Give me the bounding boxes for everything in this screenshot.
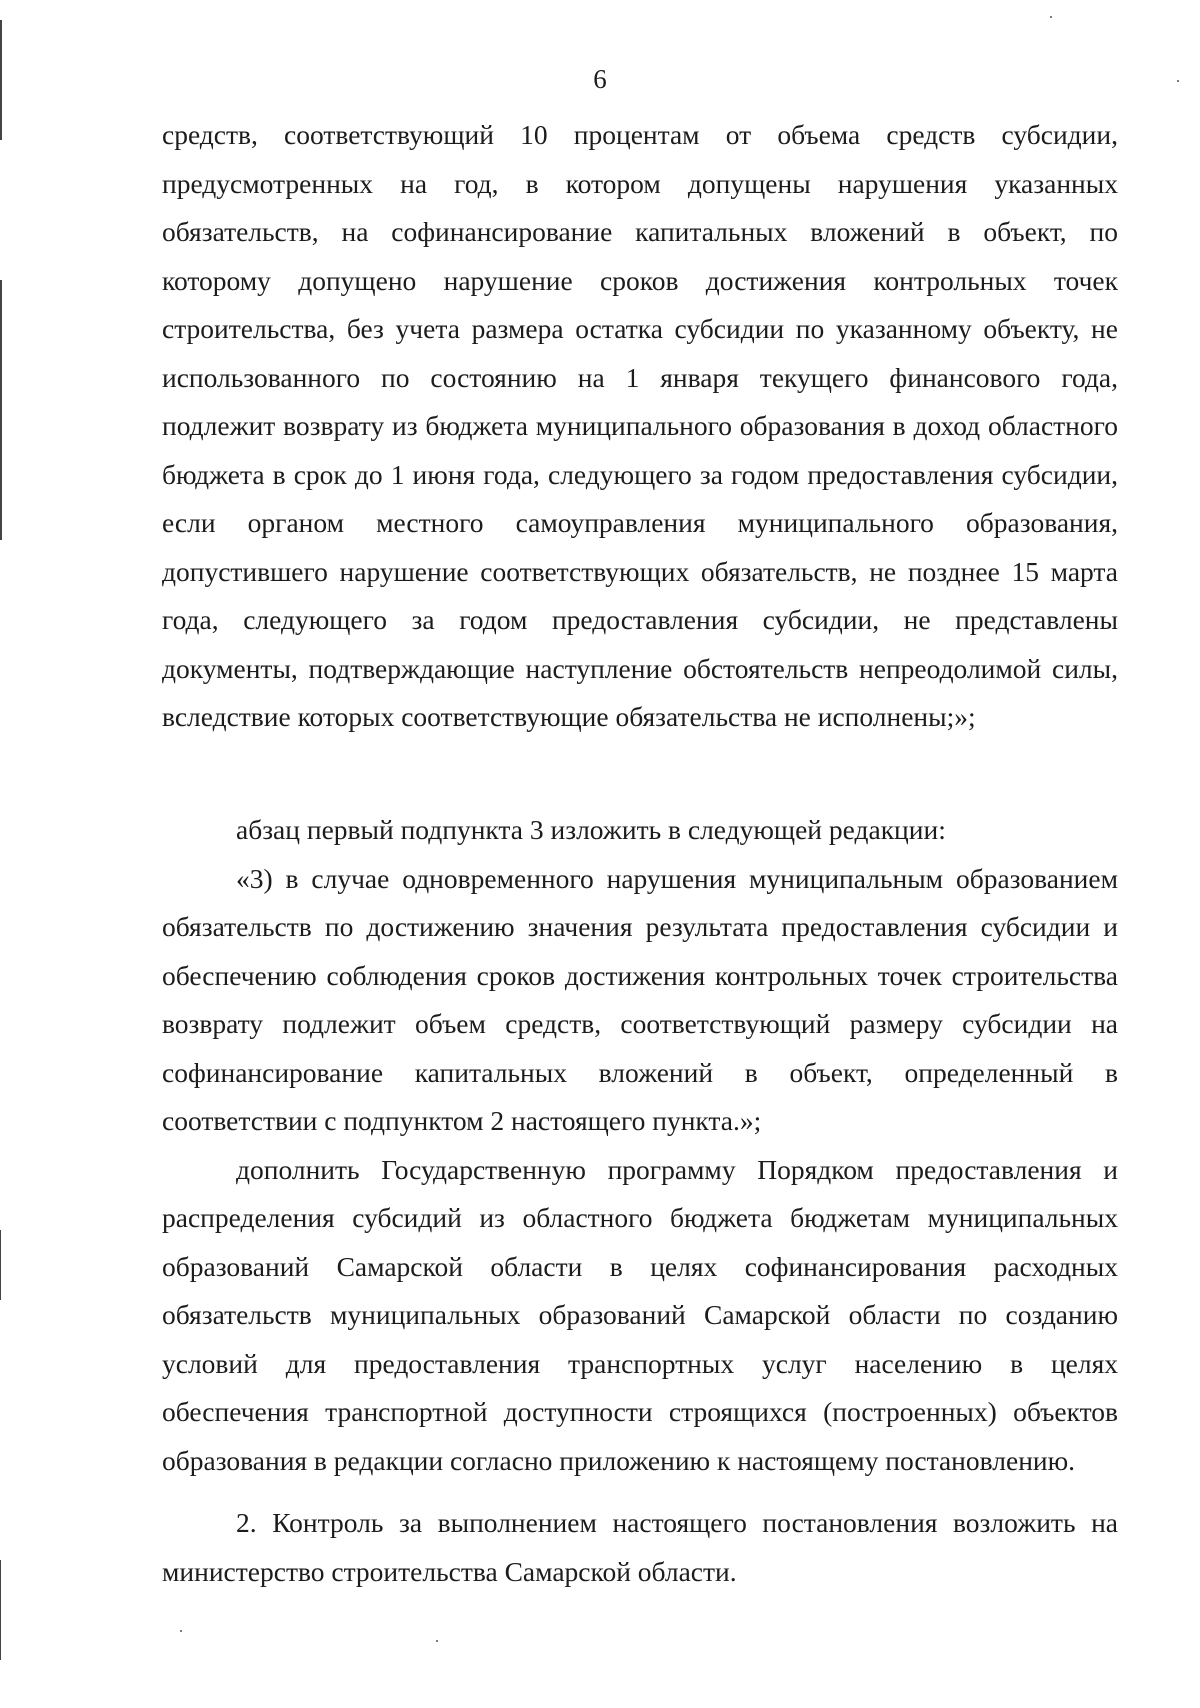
- scan-edge-mark: [0, 1560, 1, 1660]
- document-body-lower: [162, 806, 1118, 1596]
- scan-speck: [436, 1640, 438, 1642]
- scan-speck: [1050, 16, 1052, 18]
- paragraph-control: 2. Контроль за выполнением настоящего постановления возложить на министерство строительства Самарской области.: [162, 1507, 1118, 1587]
- scan-speck: [180, 1630, 182, 1632]
- paragraph-amendment-intro: абзац первый подпункта 3 изложить в следующей редакции:: [236, 814, 946, 845]
- paragraph-supplement: дополнить Государственную программу Порядком предоставления и распределения субсидий из областного бюджета бюджетам муниципальных образований Самарской области в целях софинансирования расходных обязательств муниципальных образований Самарской области по созданию условий для предоставления транспортных услуг населению в целях обеспечения транспортной доступности строящихся (построенных) объектов образования в редакции согласно приложению к настоящему постановлению.: [162, 1153, 1118, 1476]
- page-number: 6: [593, 64, 607, 94]
- scan-edge-mark: [0, 280, 2, 540]
- paragraph-continuation: средств, соответствующий 10 процентам от объема средств субсидии, предусмотренных на год, в котором допущены нарушения указанных обязательств, на софинансирование капитальных вложений в объект, по которому допущено нарушение сроков достижения контрольных точек строительства, без учета размера остатка субсидии по указанному объекту, не использованного по состоянию на 1 января текущего финансового года, подлежит возврату из бюджета муниципального образования в доход областного бюджета в срок до 1 июня года, следующего за годом предоставления субсидии, если органом местного самоуправления муниципального образования, допустившего нарушение соответствующих обязательств, не позднее 15 марта года, следующего за годом предоставления субсидии, не представлены документы, подтверждающие наступление обстоятельств непреодолимой силы, вследствие которых соответствующие обязательства не исполнены;»;: [162, 119, 1118, 732]
- document-body: [162, 111, 1118, 742]
- paragraph-subclause-3: «3) в случае одновременного нарушения муниципальным образованием обязательств по достижению значения результата предоставления субсидии и обеспечению соблюдения сроков достижения контрольных точек строительства возврату подлежит объем средств, соответствующий размеру субсидии на софинансирование капитальных вложений в объект, определенный в соответствии с подпунктом 2 настоящего пункта.»;: [162, 862, 1118, 1136]
- scan-edge-mark: [0, 1230, 1, 1300]
